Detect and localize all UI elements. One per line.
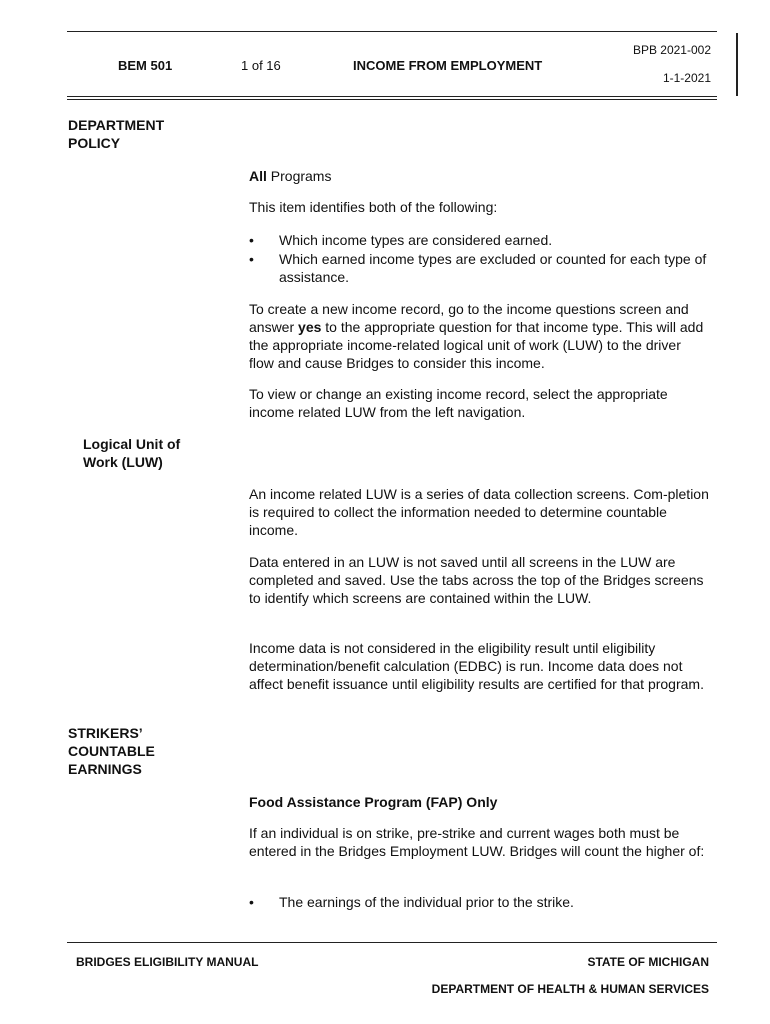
footer-department: DEPARTMENT OF HEALTH & HUMAN SERVICES xyxy=(431,982,709,996)
heading-line: POLICY xyxy=(68,135,121,151)
footer-manual-name: BRIDGES ELIGIBILITY MANUAL xyxy=(76,955,259,969)
bullet-icon: • xyxy=(249,232,254,248)
luw-heading xyxy=(83,435,180,471)
footer-state: STATE OF MICHIGAN xyxy=(587,955,709,969)
effective-date: 1-1-2021 xyxy=(662,71,711,85)
luw-paragraph-3: Income data is not considered in the eligibility result until eligibility determination/benefit calculation (EDBC) is run. Income data does not affect benefit issuance until eligibility results are certified for that program. xyxy=(249,640,704,692)
list-item-text: The earnings of the individual prior to the strike. xyxy=(279,894,574,910)
heading-line: Work (LUW) xyxy=(83,454,163,470)
page-title: INCOME FROM EMPLOYMENT xyxy=(353,58,543,73)
all-programs-bold: All xyxy=(249,168,267,184)
luw-paragraph-2: Data entered in an LUW is not saved until all screens in the LUW are completed and saved. Use the tabs across the top of the Bridges screens to identify which screens are contained within the LUW. xyxy=(249,554,704,606)
yes-emphasis: yes xyxy=(298,319,322,335)
right-margin-bar xyxy=(736,33,738,96)
luw-paragraph-1: An income related LUW is a series of data collection screens. Com-pletion is required to collect the information needed to determine countable income. xyxy=(249,486,709,538)
footer-rule xyxy=(67,942,717,943)
strikers-heading xyxy=(68,724,155,778)
new-record-text-post: to the appropriate question for that income type. This will add the appropriate income-related logical unit of work (LUW) to the driver flow and cause Bridges to consider this income. xyxy=(249,319,704,371)
header-bottom-rule-2 xyxy=(67,99,717,100)
bulletin-number: BPB 2021-002 xyxy=(632,43,711,57)
page-number: 1 of 16 xyxy=(241,58,281,73)
intro-paragraph: This item identifies both of the following: xyxy=(249,199,498,215)
heading-line: EARNINGS xyxy=(68,761,142,777)
header-bottom-rule xyxy=(67,96,717,97)
header-top-rule xyxy=(67,31,717,32)
view-change-paragraph: To view or change an existing income record, select the appropriate income related LUW from the left navigation. xyxy=(249,386,668,420)
heading-line: Logical Unit of xyxy=(83,436,181,452)
heading-line: STRIKERS’ xyxy=(68,725,143,741)
department-policy-heading xyxy=(68,116,164,152)
heading-line: DEPARTMENT xyxy=(68,117,165,133)
new-record-paragraph xyxy=(249,300,709,372)
heading-line: COUNTABLE xyxy=(68,743,155,759)
list-item-text: Which income types are considered earned. xyxy=(279,232,553,248)
fap-heading: Food Assistance Program (FAP) Only xyxy=(249,794,498,810)
strike-paragraph: If an individual is on strike, pre-strike and current wages both must be entered in the Bridges Employment LUW. Bridges will count the higher of: xyxy=(249,825,705,859)
new-record-text-pre: To create a new income record, go to the income questions screen and answer xyxy=(249,301,689,335)
all-programs-label xyxy=(249,167,709,185)
bullet-icon: • xyxy=(249,894,254,910)
bullet-icon: • xyxy=(249,251,254,267)
list-item-text: Which earned income types are excluded or counted for each type of assistance. xyxy=(279,251,707,285)
doc-code: BEM 501 xyxy=(118,58,173,73)
all-programs-rest: Programs xyxy=(266,168,332,184)
